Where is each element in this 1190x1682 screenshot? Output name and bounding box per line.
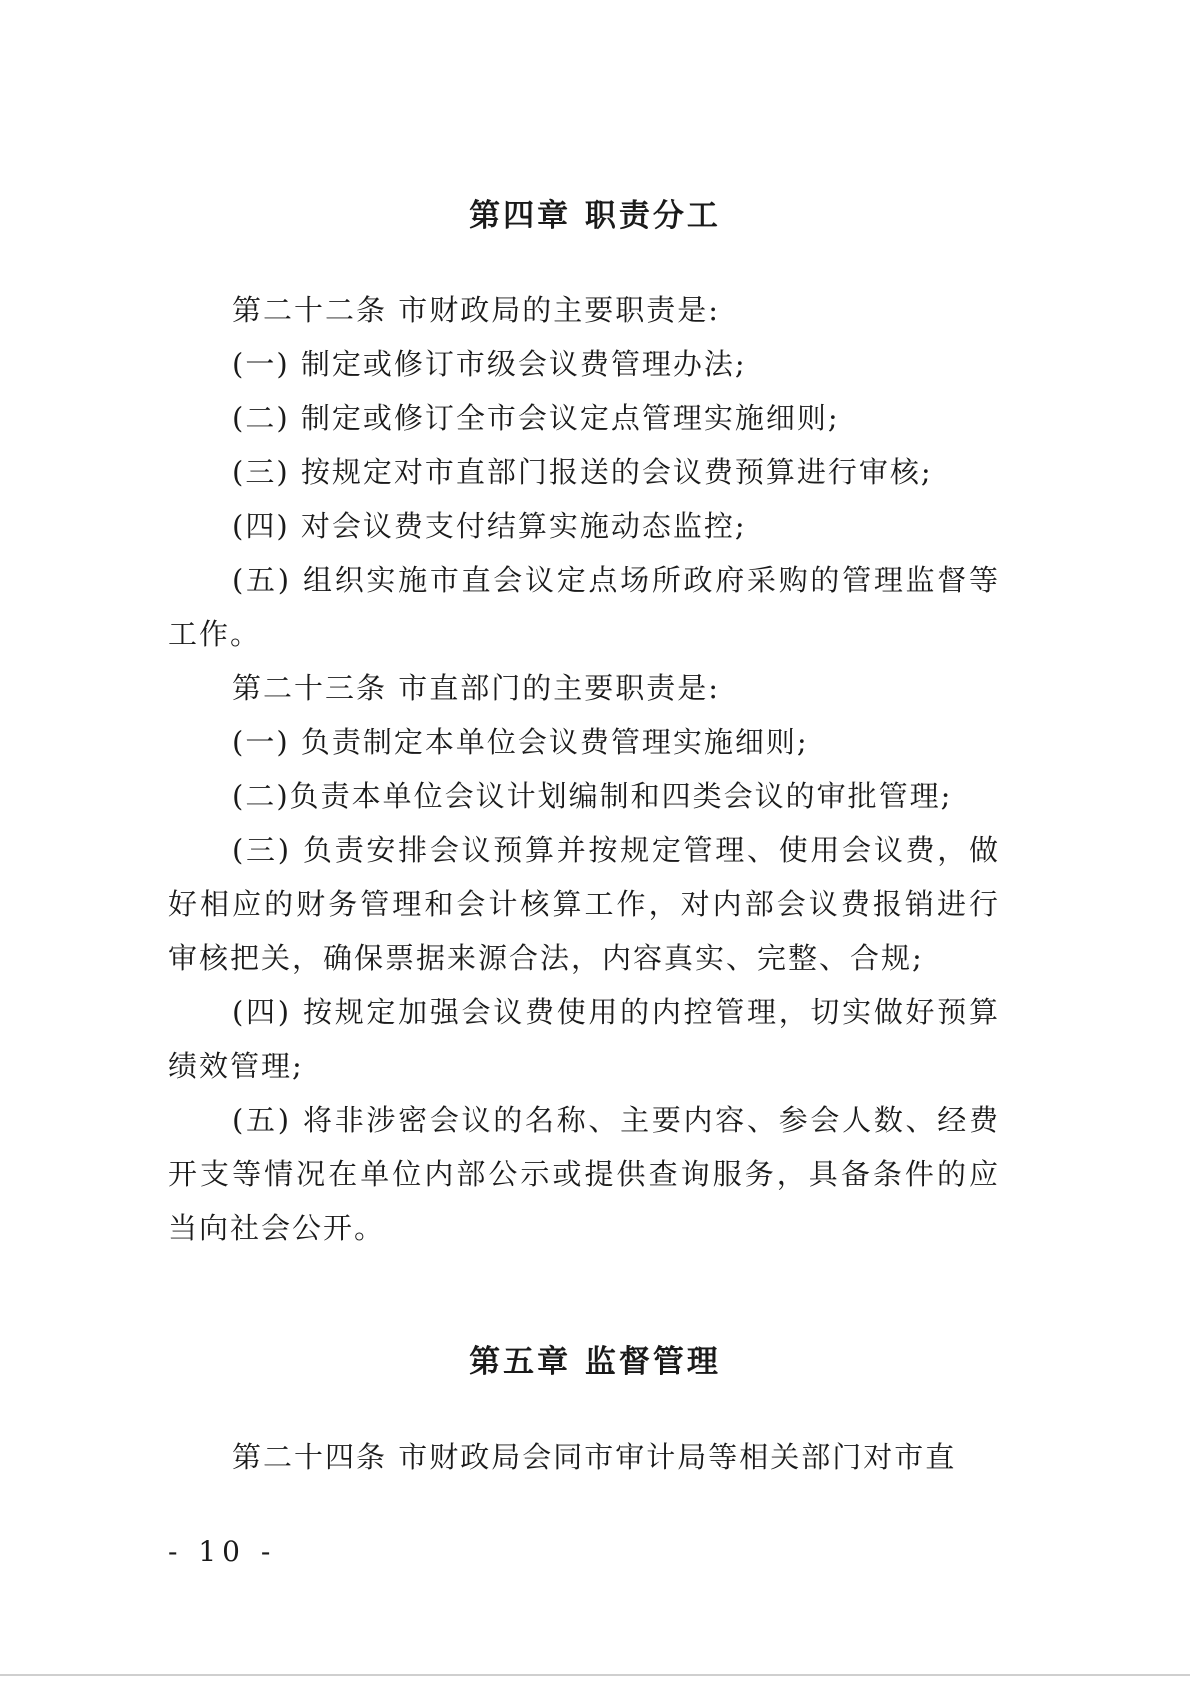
article-23-item-3: (三) 负责安排会议预算并按规定管理、使用会议费，做好相应的财务管理和会计核算工作，对内部会议费报销进行审核把关，确保票据来源合法，内容真实、完整、合规; [168,833,1000,975]
chapter-4-body [168,283,1000,1255]
page-number: - 10 - [168,1535,277,1568]
article-23-item-1: (一) 负责制定本单位会议费管理实施细则; [232,725,809,759]
chapter-5-body [168,1430,1000,1484]
article-22-item-3: (三) 按规定对市直部门报送的会议费预算进行审核; [232,455,933,489]
article-22-heading: 第二十二条 市财政局的主要职责是: [232,293,720,327]
article-23-item-5: (五) 将非涉密会议的名称、主要内容、参会人数、经费开支等情况在单位内部公示或提供查询服务，具备条件的应当向社会公开。 [168,1103,1000,1245]
article-23-item-2: (二)负责本单位会议计划编制和四类会议的审批管理; [232,779,953,813]
chapter-4-title: 第四章 职责分工 [469,198,721,234]
chapter-5-title: 第五章 监督管理 [469,1344,721,1380]
article-23-heading: 第二十三条 市直部门的主要职责是: [232,671,720,705]
article-24-heading: 第二十四条 市财政局会同市审计局等相关部门对市直 [232,1440,957,1474]
article-22-item-2: (二) 制定或修订全市会议定点管理实施细则; [232,401,840,435]
bottom-rule [0,1674,1190,1676]
article-22-item-4: (四) 对会议费支付结算实施动态监控; [232,509,747,543]
article-22-item-5: (五) 组织实施市直会议定点场所政府采购的管理监督等工作。 [168,563,1000,651]
article-23-item-4: (四) 按规定加强会议费使用的内控管理，切实做好预算绩效管理; [168,995,1000,1083]
article-22-item-1: (一) 制定或修订市级会议费管理办法; [232,347,747,381]
